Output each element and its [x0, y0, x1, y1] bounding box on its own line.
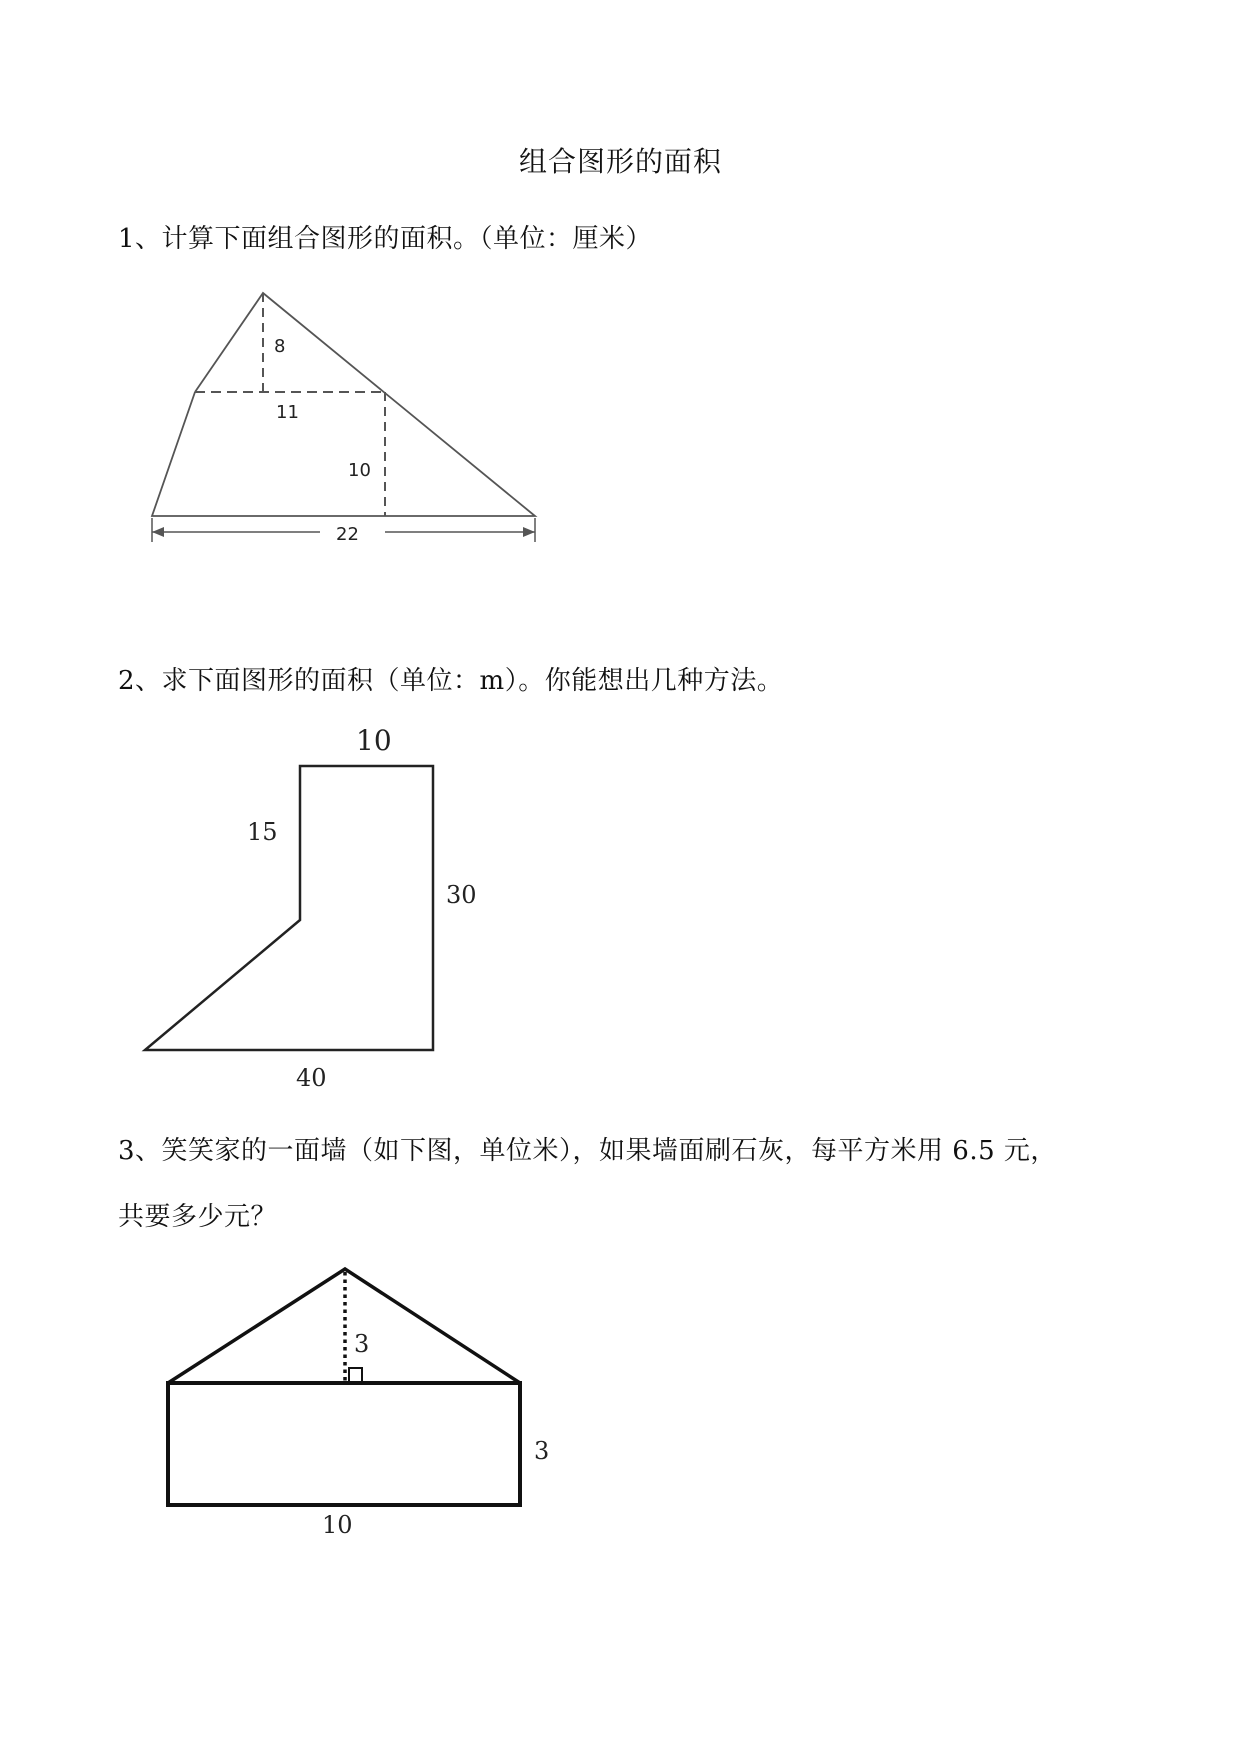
question-3-text-line-2: 共要多少元？ — [118, 1202, 278, 1232]
figure-2-label-right: 30 — [446, 881, 477, 909]
figure-3-right-angle-marker — [349, 1368, 362, 1383]
figure-3-wall-rectangle — [168, 1383, 520, 1505]
figure-1-dim-arrow-right — [523, 527, 535, 537]
figure-2-outline — [145, 766, 433, 1050]
figure-3-label-roof-height: 3 — [354, 1330, 370, 1358]
figure-3-label-wall-width: 10 — [322, 1511, 353, 1539]
figure-1-label-base: 22 — [336, 524, 359, 545]
figure-2-composite-shape — [0, 720, 1241, 1092]
question-2-text: 2、求下面图形的面积（单位：m）。你能想出几种方法。 — [118, 666, 784, 696]
figure-1-label-mid-width: 11 — [276, 402, 299, 423]
figure-1-label-trap-height: 10 — [348, 460, 371, 481]
figure-1-composite-shape — [0, 270, 1241, 590]
page-title: 组合图形的面积 — [518, 145, 722, 178]
figure-1-dim-arrow-left — [152, 527, 164, 537]
question-1-text: 1、计算下面组合图形的面积。（单位：厘米） — [118, 224, 653, 254]
figure-2-label-bottom: 40 — [296, 1064, 327, 1092]
figure-3-wall-shape — [0, 1250, 1241, 1550]
figure-3-label-wall-height: 3 — [534, 1437, 550, 1465]
figure-2-label-top: 10 — [356, 724, 392, 757]
figure-1-label-top-height: 8 — [274, 336, 286, 357]
figure-2-label-left: 15 — [247, 818, 278, 846]
question-3-text-line-1: 3、笑笑家的一面墙（如下图，单位米），如果墙面刷石灰，每平方米用 6.5 元， — [118, 1136, 1057, 1166]
figure-1-outline — [152, 293, 535, 516]
